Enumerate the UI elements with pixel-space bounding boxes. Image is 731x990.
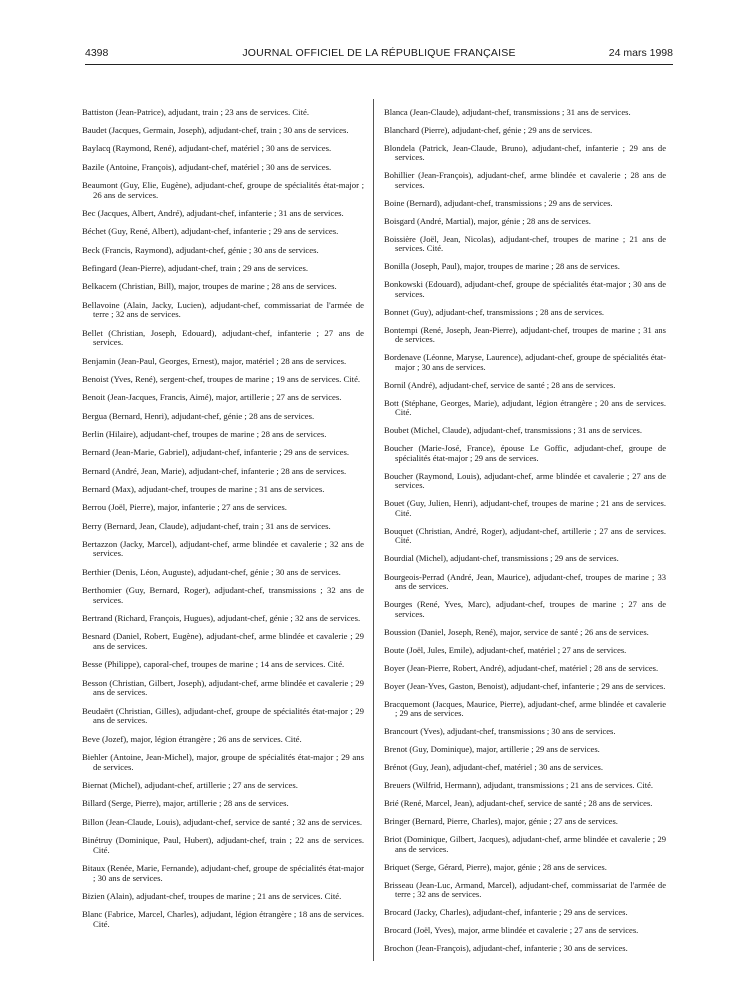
list-entry: Bontempi (René, Joseph, Jean-Pierre), adjudant-chef, troupes de marine ; 31 ans de services. <box>384 324 666 345</box>
list-entry: Bellavoine (Alain, Jacky, Lucien), adjudant-chef, commissariat de l'armée de terre ; 32 ans de services. <box>82 299 364 320</box>
list-entry: Boubet (Michel, Claude), adjudant-chef, transmissions ; 31 ans de services. <box>384 425 643 436</box>
list-entry: Breuers (Wilfrid, Hermann), adjudant, transmissions ; 21 ans de services. Cité. <box>384 780 654 791</box>
list-entry: Brocard (Jacky, Charles), adjudant-chef, infanterie ; 29 ans de services. <box>384 907 628 918</box>
issue-date: 24 mars 1998 <box>608 47 673 59</box>
list-entry: Bracquemont (Jacques, Maurice, Pierre), adjudant-chef, arme blindée et cavalerie ; 29 ans de services. <box>384 698 666 719</box>
list-entry: Berlin (Hilaire), adjudant-chef, troupes de marine ; 28 ans de services. <box>82 428 327 439</box>
list-entry: Brénot (Guy, Jean), adjudant-chef, matériel ; 30 ans de services. <box>384 762 603 773</box>
list-entry: Brancourt (Yves), adjudant-chef, transmissions ; 30 ans de services. <box>384 726 616 737</box>
list-entry: Berrou (Joël, Pierre), major, infanterie ; 27 ans de services. <box>82 502 287 513</box>
list-entry: Bouquet (Christian, André, Roger), adjudant-chef, artillerie ; 27 ans de services. Cité. <box>384 525 666 546</box>
list-entry: Boissière (Joël, Jean, Nicolas), adjudant-chef, troupes de marine ; 21 ans de services. Cité. <box>384 233 666 254</box>
list-entry: Bellet (Christian, Joseph, Edouard), adjudant-chef, infanterie ; 27 ans de services. <box>82 327 364 348</box>
list-entry: Blanc (Fabrice, Marcel, Charles), adjudant, légion étrangère ; 18 ans de services. Cité. <box>82 909 364 929</box>
list-entry: Brenot (Guy, Dominique), major, artillerie ; 29 ans de services. <box>384 744 600 755</box>
list-entry: Bonilla (Joseph, Paul), major, troupes de marine ; 28 ans de services. <box>384 261 620 272</box>
list-entry: Benoit (Jean-Jacques, Francis, Aimé), major, artillerie ; 27 ans de services. <box>82 392 342 403</box>
list-entry: Bonkowski (Edouard), adjudant-chef, groupe de spécialités état-major ; 30 ans de services. <box>384 279 666 299</box>
list-entry: Béchet (Guy, René, Albert), adjudant-chef, infanterie ; 29 ans de services. <box>82 226 339 237</box>
list-entry: Bec (Jacques, Albert, André), adjudant-chef, infanterie ; 31 ans de services. <box>82 207 344 218</box>
column-divider <box>373 99 374 961</box>
list-entry: Bertazzon (Jacky, Marcel), adjudant-chef, arme blindée et cavalerie ; 32 ans de services. <box>82 538 364 559</box>
list-entry: Brié (René, Marcel, Jean), adjudant-chef, service de santé ; 28 ans de services. <box>384 798 653 809</box>
list-entry: Boine (Bernard), adjudant-chef, transmissions ; 29 ans de services. <box>384 197 613 208</box>
left-column <box>82 99 364 933</box>
list-entry: Boyer (Jean-Yves, Gaston, Benoist), adjudant-chef, infanterie ; 29 ans de services. <box>384 680 666 691</box>
list-entry: Boisgard (André, Martial), major, génie ; 28 ans de services. <box>384 215 591 226</box>
list-entry: Blanca (Jean-Claude), adjudant-chef, transmissions ; 31 ans de services. <box>384 106 631 117</box>
list-entry: Bernard (Jean-Marie, Gabriel), adjudant-chef, infanterie ; 29 ans de services. <box>82 447 350 458</box>
list-entry: Bizien (Alain), adjudant-chef, troupes de marine ; 21 ans de services. Cité. <box>82 890 342 901</box>
list-entry: Bringer (Bernard, Pierre, Charles), major, génie ; 27 ans de services. <box>384 816 618 827</box>
list-entry: Briot (Dominique, Gilbert, Jacques), adjudant-chef, arme blindée et cavalerie ; 29 ans de services. <box>384 834 666 854</box>
list-entry: Beck (Francis, Raymond), adjudant-chef, génie ; 30 ans de services. <box>82 244 319 255</box>
list-entry: Bernard (André, Jean, Marie), adjudant-chef, infanterie ; 28 ans de services. <box>82 465 347 476</box>
list-entry: Baudet (Jacques, Germain, Joseph), adjudant-chef, train ; 30 ans de services. <box>82 125 349 136</box>
list-entry: Bourgeois-Perrad (André, Jean, Maurice), adjudant-chef, troupes de marine ; 33 ans de services. <box>384 571 666 591</box>
list-entry: Blondela (Patrick, Jean-Claude, Bruno), adjudant-chef, infanterie ; 29 ans de services. <box>384 142 666 163</box>
list-entry: Boute (Joël, Jules, Emile), adjudant-chef, matériel ; 27 ans de services. <box>384 644 627 655</box>
list-entry: Biernat (Michel), adjudant-chef, artillerie ; 27 ans de services. <box>82 779 298 790</box>
list-entry: Bott (Stéphane, Georges, Marie), adjudant, légion étrangère ; 20 ans de services. Cité. <box>384 397 666 418</box>
list-entry: Billon (Jean-Claude, Louis), adjudant-chef, service de santé ; 32 ans de services. <box>82 816 363 827</box>
list-entry: Brochon (Jean-François), adjudant-chef, infanterie ; 30 ans de services. <box>384 943 628 954</box>
list-entry: Bitaux (Renée, Marie, Fernande), adjudant-chef, groupe de spécialités état-major ; 30 ans de services. <box>82 862 364 883</box>
list-entry: Briquet (Serge, Gérard, Pierre), major, génie ; 28 ans de services. <box>384 861 607 872</box>
list-entry: Bergua (Bernard, Henri), adjudant-chef, génie ; 28 ans de services. <box>82 410 315 421</box>
list-entry: Besnard (Daniel, Robert, Eugène), adjudant-chef, arme blindée et cavalerie ; 29 ans de services. <box>82 631 364 652</box>
list-entry: Bornil (André), adjudant-chef, service de santé ; 28 ans de services. <box>384 379 616 390</box>
list-entry: Brisseau (Jean-Luc, Armand, Marcel), adjudant-chef, commissariat de l'armée de terre ; 32 ans de services. <box>384 879 666 900</box>
list-entry: Bohillier (Jean-François), adjudant-chef, arme blindée et cavalerie ; 28 ans de services. <box>384 170 666 190</box>
list-entry: Bonnet (Guy), adjudant-chef, transmissions ; 28 ans de services. <box>384 306 605 317</box>
list-entry: Boucher (Raymond, Louis), adjudant-chef, arme blindée et cavalerie ; 27 ans de services. <box>384 470 666 491</box>
list-entry: Berthomier (Guy, Bernard, Roger), adjudant-chef, transmissions ; 32 ans de services. <box>82 585 364 605</box>
list-entry: Befingard (Jean-Pierre), adjudant-chef, train ; 29 ans de services. <box>82 262 309 273</box>
list-entry: Besson (Christian, Gilbert, Joseph), adjudant-chef, arme blindée et cavalerie ; 29 ans de services. <box>82 677 364 698</box>
list-entry: Billard (Serge, Pierre), major, artillerie ; 28 ans de services. <box>82 798 289 809</box>
list-entry: Bourges (René, Yves, Marc), adjudant-chef, troupes de marine ; 27 ans de services. <box>384 599 666 619</box>
page-header <box>85 47 673 63</box>
list-entry: Berthier (Denis, Léon, Auguste), adjudant-chef, génie ; 30 ans de services. <box>82 566 341 577</box>
list-entry: Boussion (Daniel, Joseph, René), major, service de santé ; 26 ans de services. <box>384 626 649 637</box>
list-entry: Besse (Philippe), caporal-chef, troupes de marine ; 14 ans de services. Cité. <box>82 659 345 670</box>
list-entry: Battiston (Jean-Patrice), adjudant, train ; 23 ans de services. Cité. <box>82 106 310 117</box>
list-entry: Bazile (Antoine, François), adjudant-chef, matériel ; 30 ans de services. <box>82 161 332 172</box>
journal-title: JOURNAL OFFICIEL DE LA RÉPUBLIQUE FRANÇAISE <box>242 47 516 59</box>
list-entry: Benjamin (Jean-Paul, Georges, Ernest), major, matériel ; 28 ans de services. <box>82 355 347 366</box>
list-entry: Bertrand (Richard, François, Hugues), adjudant-chef, génie ; 32 ans de services. <box>82 613 361 624</box>
list-entry: Biehler (Antoine, Jean-Michel), major, groupe de spécialités état-major ; 29 ans de services. <box>82 751 364 772</box>
right-column <box>384 99 666 958</box>
list-entry: Beaumont (Guy, Elie, Eugène), adjudant-chef, groupe de spécialités état-major ; 26 ans de services. <box>82 180 364 200</box>
list-entry: Bouet (Guy, Julien, Henri), adjudant-chef, troupes de marine ; 21 ans de services. Cité. <box>384 498 666 518</box>
list-entry: Baylacq (Raymond, René), adjudant-chef, matériel ; 30 ans de services. <box>82 143 332 154</box>
header-rule <box>85 64 673 65</box>
list-entry: Blanchard (Pierre), adjudant-chef, génie ; 29 ans de services. <box>384 124 593 135</box>
page-number: 4398 <box>85 47 109 59</box>
list-entry: Boucher (Marie-José, France), épouse Le Goffic, adjudant-chef, groupe de spécialités état-major ; 29 ans de services. <box>384 443 666 463</box>
list-entry: Belkacem (Christian, Bill), major, troupes de marine ; 28 ans de services. <box>82 281 337 292</box>
list-entry: Binétruy (Dominique, Paul, Hubert), adjudant-chef, train ; 22 ans de services. Cité. <box>82 834 364 855</box>
list-entry: Beudaërt (Christian, Gilles), adjudant-chef, groupe de spécialités état-major ; 29 ans de services. <box>82 705 364 726</box>
list-entry: Brocard (Joël, Yves), major, arme blindée et cavalerie ; 27 ans de services. <box>384 925 639 936</box>
list-entry: Benoist (Yves, René), sergent-chef, troupes de marine ; 19 ans de services. Cité. <box>82 373 361 384</box>
list-entry: Berry (Bernard, Jean, Claude), adjudant-chef, train ; 31 ans de services. <box>82 520 331 531</box>
list-entry: Boyer (Jean-Pierre, Robert, André), adjudant-chef, matériel ; 28 ans de services. <box>384 662 659 673</box>
list-entry: Bernard (Max), adjudant-chef, troupes de marine ; 31 ans de services. <box>82 483 325 494</box>
list-entry: Beve (Jozef), major, légion étrangère ; 26 ans de services. Cité. <box>82 733 302 744</box>
list-entry: Bordenave (Léonne, Maryse, Laurence), adjudant-chef, groupe de spécialités état-major ; 30 ans de services. <box>384 352 666 372</box>
list-entry: Bourdial (Michel), adjudant-chef, transmissions ; 29 ans de services. <box>384 553 619 564</box>
